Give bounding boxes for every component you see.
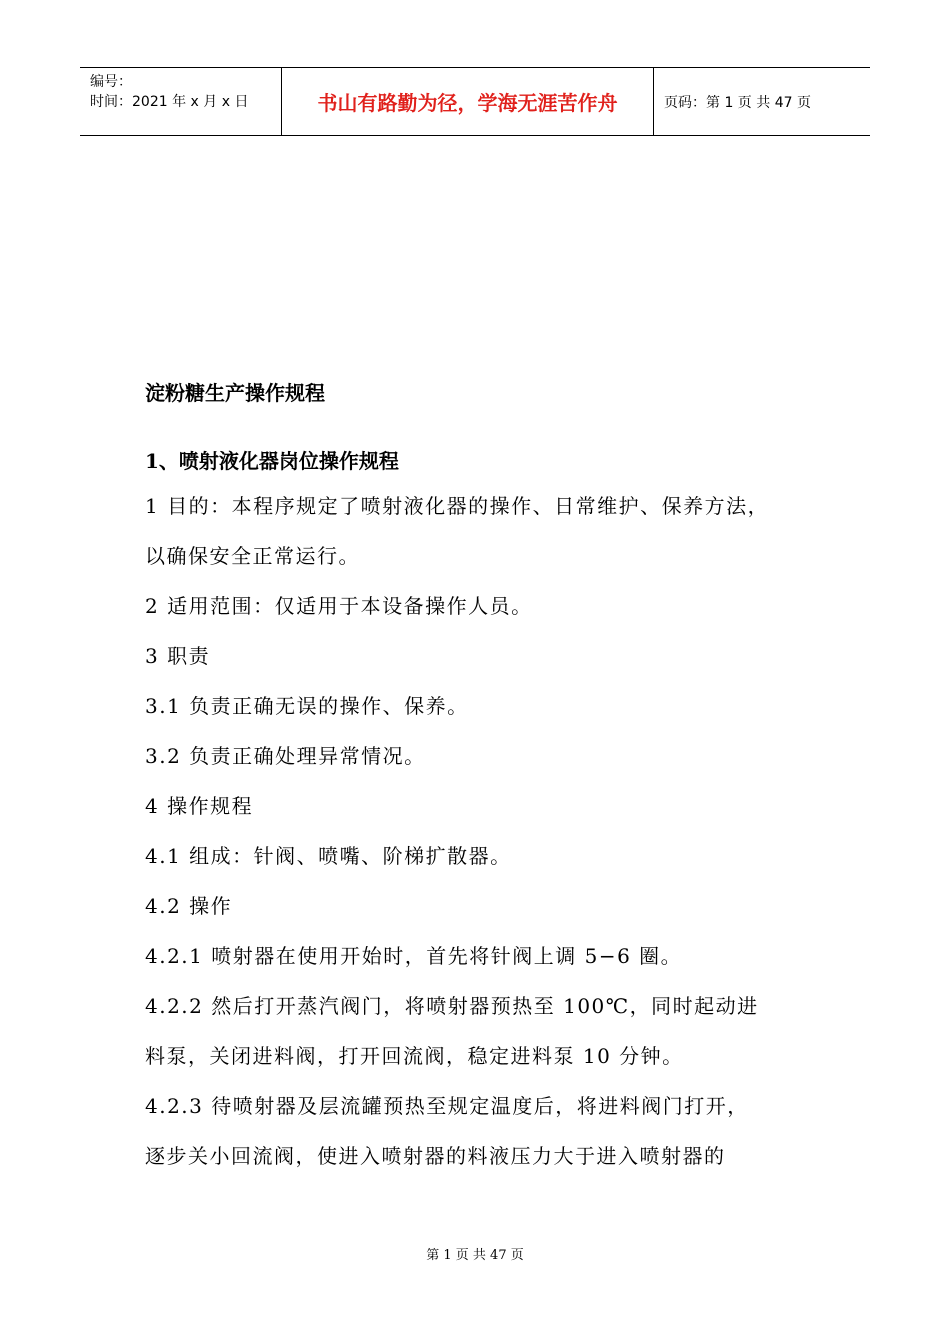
paragraph-line: 逐步关小回流阀，使进入喷射器的料液压力大于进入喷射器的 [145,1144,726,1168]
document-body [145,373,845,1181]
header-table [80,67,870,136]
paragraph-line: 以确保安全正常运行。 [145,544,360,568]
header-meta-cell [80,68,282,135]
section-title: 1、喷射液化器岗位操作规程 [145,449,399,473]
paragraph-line: 3.2 负责正确处理异常情况。 [145,744,426,768]
paragraph-line: 1 目的：本程序规定了喷射液化器的操作、日常维护、保养方法， [145,494,770,518]
paragraph-line: 4.2.2 然后打开蒸汽阀门，将喷射器预热至 100℃，同时起动进 [145,994,759,1018]
header-motto-cell [282,68,654,135]
footer-page-number: 第 1 页 共 47 页 [426,1248,524,1263]
page-info: 页码：第 1 页 共 47 页 [664,94,811,111]
page-footer [0,1244,950,1263]
document-title: 淀粉糖生产操作规程 [145,381,325,405]
paragraph-line: 3 职责 [145,644,211,668]
paragraph-line: 3.1 负责正确无误的操作、保养。 [145,694,469,718]
paragraph-line: 4 操作规程 [145,794,254,818]
paragraph-line: 4.1 组成：针阀、喷嘴、阶梯扩散器。 [145,844,512,868]
number-label: 编号： [90,74,132,90]
paragraph-line: 4.2.1 喷射器在使用开始时，首先将针阀上调 5−6 圈。 [145,944,683,968]
time-label: 时间：2021 年 x 月 x 日 [90,94,249,110]
paragraph-line: 4.2 操作 [145,894,233,918]
paragraph-line: 2 适用范围：仅适用于本设备操作人员。 [145,594,533,618]
paragraph-line: 4.2.3 待喷射器及层流罐预热至规定温度后，将进料阀门打开， [145,1094,749,1118]
motto-text: 书山有路勤为径，学海无涯苦作舟 [317,91,618,115]
header-page-cell [654,68,870,135]
paragraph-line: 料泵，关闭进料阀，打开回流阀，稳定进料泵 10 分钟。 [145,1044,684,1068]
